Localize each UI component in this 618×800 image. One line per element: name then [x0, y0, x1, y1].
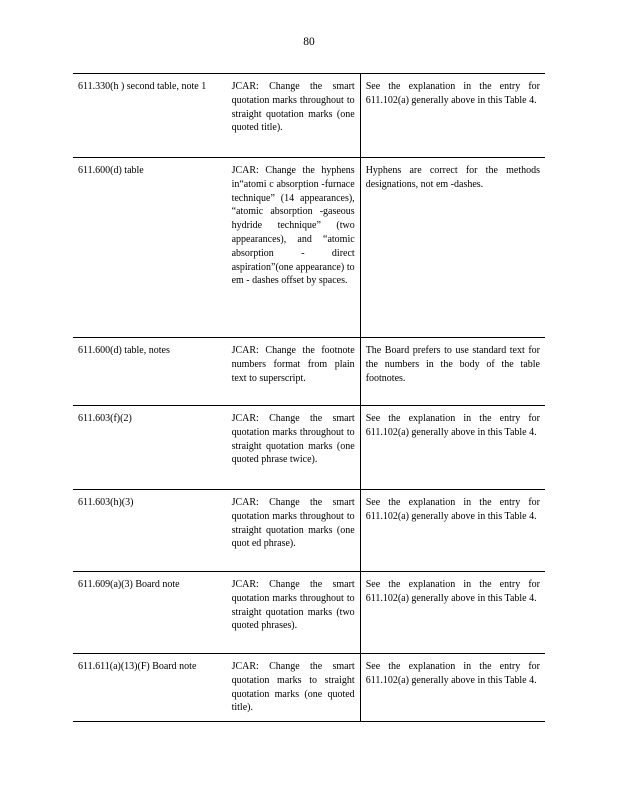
- rule-cell: [73, 74, 227, 158]
- action-cell: JCAR: Change the smart quotation marks to straight quotation marks (one quoted title).: [227, 654, 361, 722]
- rule-text: 611.609(a)(3) Board note: [78, 579, 180, 590]
- action-cell: JCAR: Change the smart quotation marks throughout to straight quotation marks (one quoted title).: [227, 74, 361, 158]
- rule-cell: [73, 338, 227, 406]
- response-cell: See the explanation in the entry for 611.102(a) generally above in this Table 4.: [360, 406, 545, 490]
- table-row: [73, 572, 545, 654]
- rule-text: 611.603(f)(2): [78, 413, 132, 424]
- page-number: 80: [303, 36, 315, 48]
- table-row: [73, 654, 545, 722]
- response-cell: The Board prefers to use standard text for the numbers in the body of the table footnotes.: [360, 338, 545, 406]
- response-cell: See the explanation in the entry for 611.102(a) generally above in this Table 4.: [360, 572, 545, 654]
- action-cell: JCAR: Change the smart quotation marks throughout to straight quotation marks (two quoted phrases).: [227, 572, 361, 654]
- rule-cell: [73, 158, 227, 338]
- response-cell: Hyphens are correct for the methods designations, not em -dashes.: [360, 158, 545, 338]
- action-cell: JCAR: Change the hyphens in“atomi c absorption -furnace technique” (14 appearances), “atomic absorption -gaseous hydride technique” (two appearances), and “atomic absorption - direct aspiration”(one appearance) to em - dashes offset by spaces.: [227, 158, 361, 338]
- rule-cell: [73, 654, 227, 722]
- rule-text: 611.603(h)(3): [78, 497, 134, 508]
- rule-cell: [73, 406, 227, 490]
- rule-text: 611.330(h ) second table, note 1: [78, 81, 207, 92]
- response-cell: See the explanation in the entry for 611.102(a) generally above in this Table 4.: [360, 490, 545, 572]
- table-row: [73, 158, 545, 338]
- table-row: [73, 338, 545, 406]
- table-row: [73, 406, 545, 490]
- table-row: [73, 74, 545, 158]
- rule-text: 611.600(d) table: [78, 165, 144, 176]
- comments-table: [73, 73, 545, 722]
- rule-text: 611.600(d) table, notes: [78, 345, 170, 356]
- response-cell: See the explanation in the entry for 611.102(a) generally above in this Table 4.: [360, 654, 545, 722]
- action-cell: JCAR: Change the smart quotation marks throughout to straight quotation marks (one quot ed phrase).: [227, 490, 361, 572]
- response-cell: See the explanation in the entry for 611.102(a) generally above in this Table 4.: [360, 74, 545, 158]
- rule-cell: [73, 572, 227, 654]
- action-cell: JCAR: Change the footnote numbers format from plain text to superscript.: [227, 338, 361, 406]
- rule-text: 611.611(a)(13)(F) Board note: [78, 661, 197, 672]
- table-row: [73, 490, 545, 572]
- rule-cell: [73, 490, 227, 572]
- action-cell: JCAR: Change the smart quotation marks throughout to straight quotation marks (one quoted phrase twice).: [227, 406, 361, 490]
